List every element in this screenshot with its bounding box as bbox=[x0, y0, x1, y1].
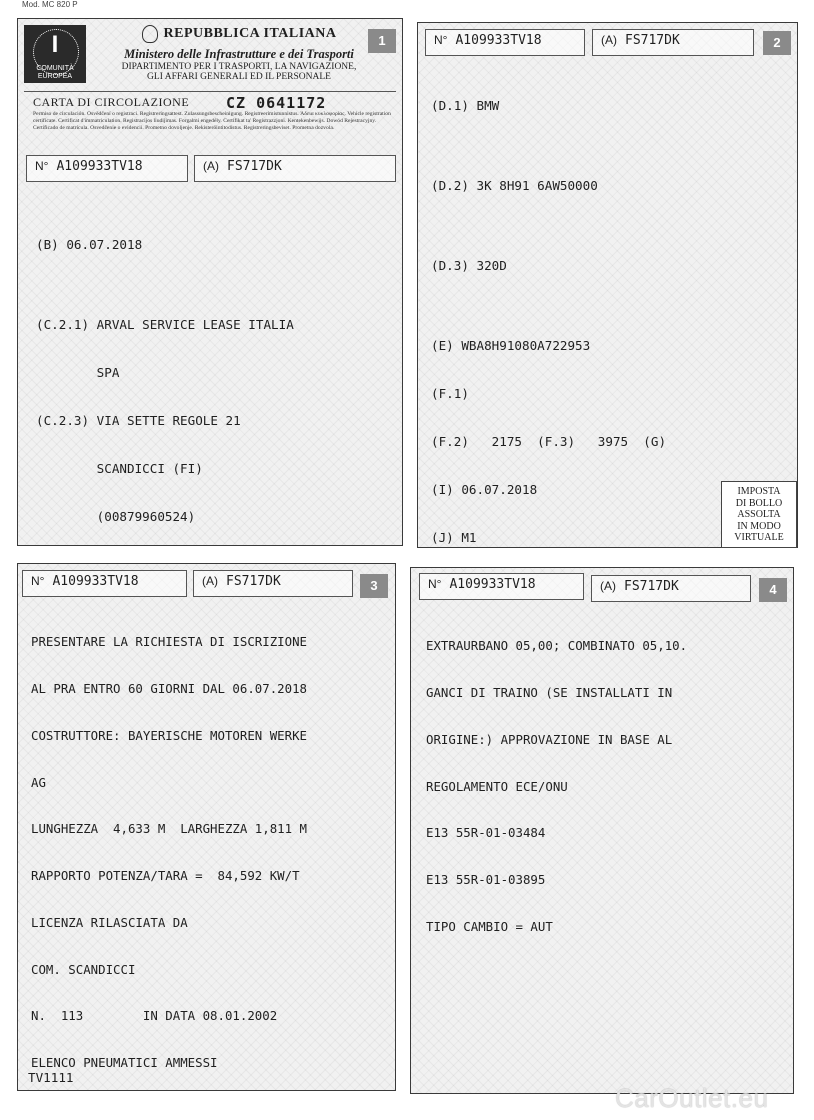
field-line: LUNGHEZZA 4,633 M LARGHEZZA 1,811 M bbox=[31, 821, 308, 837]
document-serial: CZ 0641172 bbox=[226, 94, 327, 112]
panel-number: 1 bbox=[368, 29, 396, 53]
a-label: (A) bbox=[203, 159, 219, 173]
italian-emblem-icon bbox=[142, 25, 158, 43]
panel-2 bbox=[417, 22, 798, 548]
plate-number-box bbox=[193, 570, 353, 597]
department-line-1: DIPARTIMENTO PER I TRASPORTI, LA NAVIGAZIONE, bbox=[121, 62, 357, 72]
field-line: ELENCO PNEUMATICI AMMESSI bbox=[31, 1055, 218, 1071]
a-label: (A) bbox=[601, 33, 617, 47]
field-line: (00879960524) bbox=[36, 509, 196, 524]
panel-3-fields bbox=[31, 603, 307, 1091]
field-line: (I) 06.07.2018 bbox=[431, 482, 538, 497]
field-line: (C.2.3) VIA SETTE REGOLE 21 bbox=[36, 413, 241, 428]
field-line: (D.1) BMW bbox=[431, 98, 500, 113]
panel-number: 4 bbox=[759, 578, 787, 602]
eu-stars-icon bbox=[33, 29, 79, 75]
n-label: N° bbox=[31, 574, 45, 588]
panel-4 bbox=[410, 567, 794, 1094]
field-line: LICENZA RILASCIATA DA bbox=[31, 914, 188, 930]
registration-number: A109933TV18 bbox=[449, 577, 536, 592]
ministry-name: Ministero delle Infrastrutture e dei Trasporti bbox=[124, 47, 354, 61]
field-line: RAPPORTO POTENZA/TARA = 84,592 KW/T bbox=[31, 868, 300, 884]
field-line: E13 55R-01-03484 bbox=[426, 825, 546, 841]
document-title: CARTA DI CIRCOLAZIONE bbox=[33, 95, 190, 109]
field-line: EXTRAURBANO 05,00; COMBINATO 05,10. bbox=[426, 638, 688, 654]
field-line: (F.2) 2175 (F.3) 3975 (G) bbox=[431, 434, 667, 449]
eu-badge bbox=[24, 25, 86, 83]
field-line: TIPO CAMBIO = AUT bbox=[426, 918, 553, 934]
registration-number: A109933TV18 bbox=[455, 33, 542, 48]
field-line: REGOLAMENTO ECE/ONU bbox=[426, 778, 568, 794]
field-line: SCANDICCI (FI) bbox=[36, 461, 203, 476]
field-line: SPA bbox=[36, 365, 120, 380]
tax-stamp-line: DI BOLLO bbox=[735, 497, 783, 509]
tax-stamp-box bbox=[721, 481, 797, 548]
plate-number: FS717DK bbox=[625, 33, 680, 48]
field-line: (E) WBA8H91080A722953 bbox=[431, 338, 591, 353]
field-line: (D.2) 3K 8H91 6AW50000 bbox=[431, 178, 598, 193]
registration-number: A109933TV18 bbox=[52, 574, 139, 589]
translations-small-print: Permiso de circulación. Osvědčení o registraci. Registreringsattest. Zulassungsbescheinigung. Registreerimistunnistus. Άδεια κυκλοφορίας. Vehicle registration certificate. Certificat d'immatriculation. Registracijos liudijimas. Forgalmi engedély. Certifikat ta' Registrazzjoni. Kentekenbewijs. Dowód Rejestracyjny. Certificado de matrícula. Osvedčenie o evidencii. Prometno dovoljenje. Rekisteröintitodistus. Registreringsbeviset. Prometna dozvola. bbox=[33, 111, 391, 131]
panel-1 bbox=[17, 18, 403, 546]
a-label: (A) bbox=[202, 574, 218, 588]
panel-number: 2 bbox=[763, 31, 791, 55]
republic-title: REPUBBLICA ITALIANA bbox=[163, 26, 337, 42]
panel-1-fields bbox=[36, 205, 294, 546]
field-line: E13 55R-01-03895 bbox=[426, 872, 546, 888]
field-line: N. 113 IN DATA 08.01.2002 bbox=[31, 1008, 278, 1024]
field-line: PRESENTARE LA RICHIESTA DI ISCRIZIONE bbox=[31, 634, 308, 650]
field-line: ORIGINE:) APPROVAZIONE IN BASE AL bbox=[426, 731, 673, 747]
watermark-logo: CarOutlet.eu bbox=[615, 1083, 769, 1113]
panel-3 bbox=[17, 563, 396, 1091]
registration-number-box bbox=[22, 570, 187, 597]
panel-2-fields bbox=[431, 66, 704, 548]
a-label: (A) bbox=[600, 579, 616, 593]
registration-number-box bbox=[425, 29, 585, 56]
plate-number-box bbox=[592, 29, 754, 56]
field-line: (F.1) bbox=[431, 386, 469, 401]
plate-number-box bbox=[194, 155, 396, 182]
field-line: COM. SCANDICCI bbox=[31, 961, 136, 977]
tax-stamp-line: IMPOSTA bbox=[737, 486, 781, 497]
field-line: COSTRUTTORE: BAYERISCHE MOTOREN WERKE bbox=[31, 727, 308, 743]
n-label: N° bbox=[35, 159, 49, 173]
field-line: AG bbox=[31, 774, 46, 790]
registration-number-box bbox=[419, 573, 584, 600]
n-label: N° bbox=[428, 577, 442, 591]
field-line: GANCI DI TRAINO (SE INSTALLATI IN bbox=[426, 684, 673, 700]
field-line: AL PRA ENTRO 60 GIORNI DAL 06.07.2018 bbox=[31, 680, 308, 696]
plate-number: FS717DK bbox=[226, 574, 281, 589]
header-divider bbox=[24, 91, 396, 92]
registration-number-box bbox=[26, 155, 188, 182]
eu-country-letter: I bbox=[51, 31, 59, 58]
panel-footer-code: TV1111 bbox=[28, 1070, 74, 1085]
n-label: N° bbox=[434, 33, 448, 47]
field-line: (D.3) 320D bbox=[431, 258, 507, 273]
form-model-label: Mod. MC 820 P bbox=[22, 0, 78, 9]
tax-stamp-line: ASSOLTA bbox=[737, 509, 781, 520]
plate-number-box bbox=[591, 575, 751, 602]
department-line-2: GLI AFFARI GENERALI ED IL PERSONALE bbox=[147, 72, 331, 82]
field-line: (J) M1 bbox=[431, 530, 477, 545]
tax-stamp-line: IN MODO bbox=[737, 520, 781, 532]
tax-stamp-line: VIRTUALE bbox=[734, 532, 784, 543]
plate-number: FS717DK bbox=[624, 579, 679, 594]
field-line: (C.2.1) ARVAL SERVICE LEASE ITALIA bbox=[36, 317, 294, 332]
field-line: (B) 06.07.2018 bbox=[36, 237, 143, 252]
eu-text: COMUNITÀ EUROPEA bbox=[36, 65, 74, 80]
panel-4-fields bbox=[426, 607, 687, 966]
panel-number: 3 bbox=[360, 574, 388, 598]
issuer-header bbox=[94, 25, 384, 82]
registration-number: A109933TV18 bbox=[56, 159, 143, 174]
plate-number: FS717DK bbox=[227, 159, 282, 174]
